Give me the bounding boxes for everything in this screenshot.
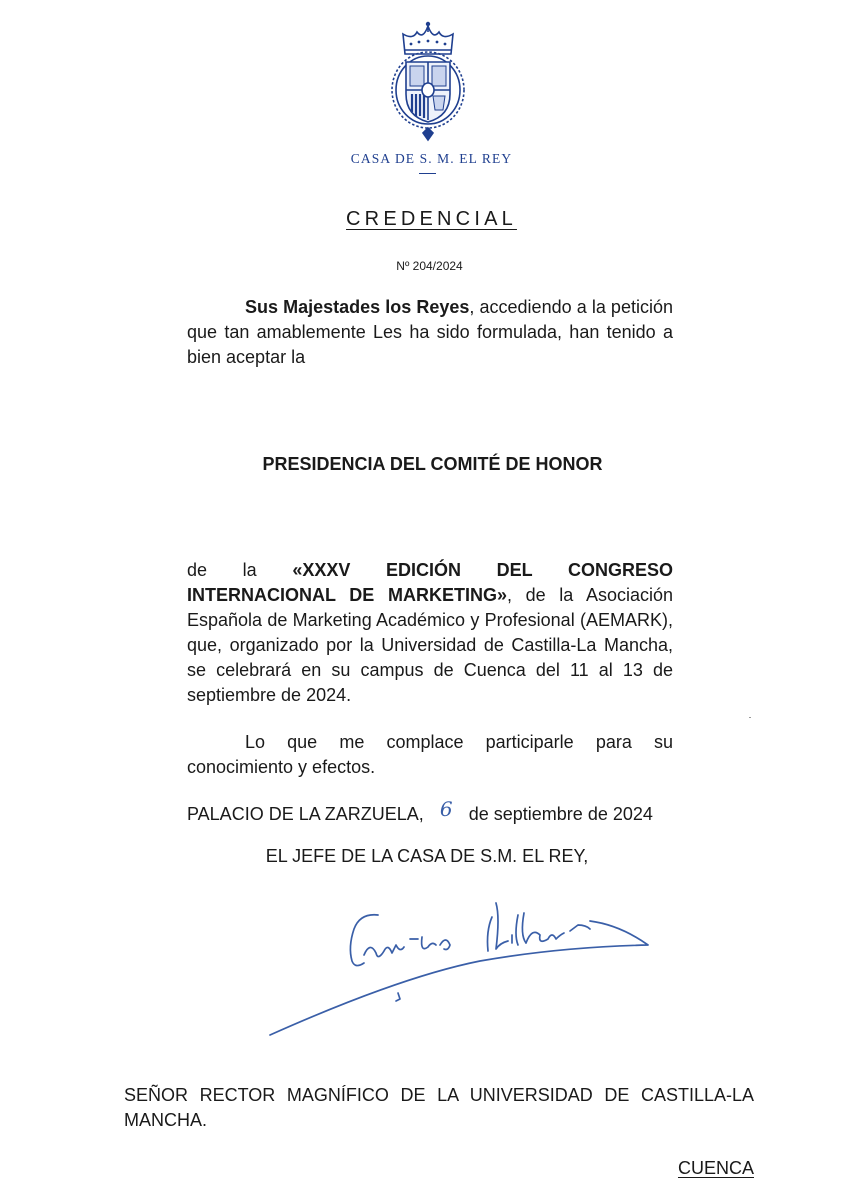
document-title-text: CREDENCIAL <box>346 208 517 230</box>
event-paragraph <box>187 558 673 708</box>
intro-rest: , accediendo a la petición que tan amablemente Les ha sido formulada, han tenido a bien aceptar la <box>187 297 673 367</box>
event-prefix: de la <box>187 560 293 580</box>
document-title <box>0 208 849 231</box>
event-rest: , de la Asociación Española de Marketing Académico y Profesional (AEMARK), que, organizado por la Universidad de Castilla-La Mancha, se celebrará en su campus de Cuenca del 11 al 13 de septiembre de 2024. <box>187 585 673 705</box>
intro-paragraph <box>187 295 673 370</box>
closing-paragraph <box>187 730 673 780</box>
house-name: CASA DE S. M. EL REY <box>350 151 513 166</box>
handwritten-signature <box>260 895 660 1045</box>
house-name-rule <box>419 173 436 174</box>
intro-lead: Sus Majestades los Reyes <box>245 297 470 317</box>
honor-title: PRESIDENCIA DEL COMITÉ DE HONOR <box>262 454 603 474</box>
handwritten-day: 6 <box>439 797 453 821</box>
date-rest: de septiembre de 2024 <box>468 804 653 824</box>
event-name: «XXXV EDICIÓN DEL CONGRESO INTERNACIONAL DE MARKETING» <box>187 560 673 605</box>
city: CUENCA <box>677 1158 754 1178</box>
closing-text: Lo que me complace participarle para su conocimiento y efectos. <box>187 732 673 777</box>
place: PALACIO DE LA ZARZUELA, <box>187 804 424 824</box>
royal-crest-icon <box>383 20 473 142</box>
scan-speck <box>749 717 751 718</box>
document-number: Nº 204/2024 <box>396 259 463 273</box>
addressee: SEÑOR RECTOR MAGNÍFICO DE LA UNIVERSIDAD DE CASTILLA-LA MANCHA. <box>124 1085 754 1130</box>
signer-title: EL JEFE DE LA CASA DE S.M. EL REY, <box>265 846 589 866</box>
place-date-line <box>187 797 653 825</box>
